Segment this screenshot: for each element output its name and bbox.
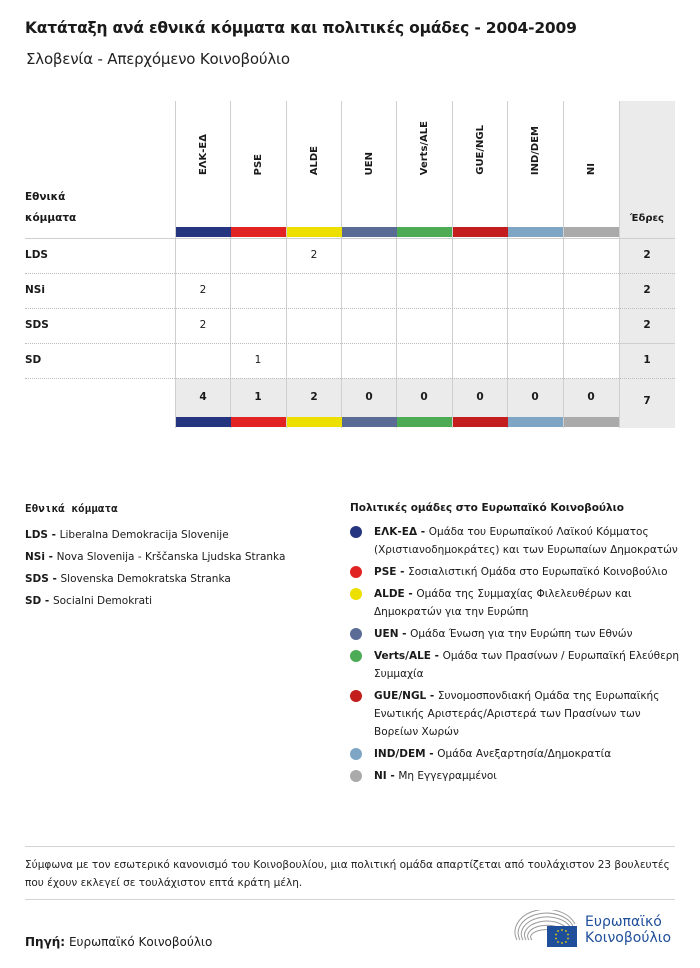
- party-name: Socialni Demokrati: [52, 595, 153, 607]
- party-name: Liberalna Demokracija Slovenije: [59, 529, 229, 541]
- source-label: Πηγή:: [25, 935, 66, 949]
- footnote: Σύμφωνα με τον εσωτερικό κανονισμό του Κοινοβουλίου, μια πολιτική ομάδα απαρτίζεται από τουλάχιστον 23 βουλευτές που έχουν εκλεγεί σε τουλάχιστον επτά κράτη μέλη.: [25, 859, 670, 889]
- group-legend-item: ALDE - Ομάδα της Συμμαχίας Φιλελευθέρων και Δημοκρατών για την Ευρώπη: [350, 585, 680, 621]
- total-cell: 4: [199, 391, 207, 403]
- row-seats: 2: [643, 249, 651, 261]
- table-cell: 2: [310, 249, 318, 261]
- column-header-label: IND/DEM: [529, 125, 541, 175]
- party-abbr: SD: [25, 595, 42, 607]
- group-legend-item: NI - Μη Εγγεγραμμένοι: [350, 767, 680, 785]
- group-abbr: NI: [374, 770, 387, 782]
- group-color-dot-icon: [350, 690, 362, 702]
- group-abbr: ΕΛΚ-ΕΔ: [374, 526, 418, 538]
- national-legend-item: LDS - Liberalna Demokracija Slovenije: [25, 529, 229, 541]
- column-header-verts-ale: [396, 101, 452, 227]
- column-header--: [175, 101, 231, 227]
- political-groups-legend: [350, 502, 680, 789]
- row-seats: 2: [643, 319, 651, 331]
- row-header-line2: κόμματα: [25, 212, 77, 224]
- national-legend-item: NSi - Nova Slovenija - Krščanska Ljudska Stranka: [25, 551, 286, 563]
- european-parliament-logo: [513, 910, 678, 950]
- group-abbr: Verts/ALE: [374, 650, 431, 662]
- party-abbr: SDS: [25, 573, 49, 585]
- row-party-label: NSi: [25, 284, 45, 296]
- column-header-ind-dem: [507, 101, 563, 227]
- group-color-bar: [453, 417, 508, 427]
- row-party-label: SD: [25, 354, 42, 366]
- group-abbr: IND/DEM: [374, 748, 426, 760]
- total-cell: 1: [254, 391, 262, 403]
- group-name: Σοσιαλιστική Ομάδα στο Ευρωπαϊκό Κοινοβούλιο: [408, 566, 668, 578]
- group-color-bar: [342, 227, 397, 237]
- party-name: Nova Slovenija - Krščanska Ljudska Stranka: [56, 551, 286, 563]
- table-cell: 2: [199, 319, 207, 331]
- page-subtitle: Σλοβενία - Απερχόμενο Κοινοβούλιο: [26, 50, 290, 68]
- group-color-bar: [231, 417, 286, 427]
- logo-line2: Κοινοβούλιο: [585, 930, 672, 946]
- total-cell: 0: [365, 391, 373, 403]
- column-header-label: PSE: [252, 153, 264, 175]
- logo-text: [585, 914, 671, 946]
- group-color-bar: [453, 227, 508, 237]
- total-cell: 2: [310, 391, 318, 403]
- row-divider: [25, 238, 675, 239]
- divider: [25, 846, 675, 847]
- group-color-dot-icon: [350, 748, 362, 760]
- group-name: Μη Εγγεγραμμένοι: [398, 770, 497, 782]
- row-divider: [25, 308, 675, 309]
- national-legend-heading: Εθνικά κόμματα: [25, 502, 118, 515]
- group-legend-item: ΕΛΚ-ΕΔ - Ομάδα του Ευρωπαϊκού Λαϊκού Κόμματος (Χριστιανοδημοκράτες) και των Ευρωπαίων Δημοκρατών: [350, 523, 680, 559]
- group-abbr: PSE: [374, 566, 397, 578]
- divider: [25, 899, 675, 900]
- group-color-bar: [342, 417, 397, 427]
- national-legend-item: SDS - Slovenska Demokratska Stranka: [25, 573, 231, 585]
- group-color-dot-icon: [350, 650, 362, 662]
- party-abbr: NSi: [25, 551, 45, 563]
- group-color-dot-icon: [350, 628, 362, 640]
- group-color-bar: [287, 227, 342, 237]
- group-name: Ομάδα Ένωση για την Ευρώπη των Εθνών: [410, 628, 633, 640]
- group-name: Ομάδα Ανεξαρτησία/Δημοκρατία: [437, 748, 612, 760]
- national-legend-item: SD - Socialni Demokrati: [25, 595, 153, 607]
- party-name: Slovenska Demokratska Stranka: [60, 573, 231, 585]
- row-header-line1: Εθνικά: [25, 191, 66, 203]
- seats-header: Έδρες: [630, 213, 664, 224]
- group-color-dot-icon: [350, 770, 362, 782]
- group-legend-item: GUE/NGL - Συνομοσπονδιακή Ομάδα της Ευρωπαϊκής Ενωτικής Αριστεράς/Αριστερά των Πρασίνων των Βορείων Χωρών: [350, 687, 680, 741]
- group-color-bar: [508, 227, 563, 237]
- total-cell: 0: [420, 391, 428, 403]
- column-header-pse: [230, 101, 286, 227]
- national-parties-legend: [25, 502, 285, 612]
- total-cell: 0: [476, 391, 484, 403]
- column-header-label: NI: [585, 162, 597, 175]
- column-header-gue-ngl: [452, 101, 508, 227]
- row-divider: [25, 343, 675, 344]
- group-color-bar: [564, 417, 619, 427]
- row-seats: 2: [643, 284, 651, 296]
- group-color-bar: [508, 417, 563, 427]
- column-header-alde: [286, 101, 342, 227]
- group-color-bar: [397, 417, 452, 427]
- total-seats: 7: [643, 395, 651, 407]
- logo-line1: Ευρωπαϊκό: [585, 914, 662, 930]
- page-title: Κατάταξη ανά εθνικά κόμματα και πολιτικές ομάδες - 2004-2009: [25, 19, 577, 37]
- group-abbr: ALDE: [374, 588, 405, 600]
- groups-legend-heading: Πολιτικές ομάδες στο Ευρωπαϊκό Κοινοβούλιο: [350, 502, 624, 514]
- group-name: Ομάδα του Ευρωπαϊκού Λαϊκού Κόμματος (Χριστιανοδημοκράτες) και των Ευρωπαίων Δημοκρατών: [374, 526, 678, 556]
- source: [25, 935, 212, 949]
- total-cell: 0: [531, 391, 539, 403]
- group-name: Ομάδα της Συμμαχίας Φιλελευθέρων και Δημοκρατών για την Ευρώπη: [374, 588, 632, 618]
- group-legend-item: Verts/ALE - Ομάδα των Πρασίνων / Ευρωπαϊκή Ελεύθερη Συμμαχία: [350, 647, 680, 683]
- group-color-dot-icon: [350, 566, 362, 578]
- hemicycle-icon: [513, 910, 579, 948]
- group-color-bar: [231, 227, 286, 237]
- group-color-bar: [397, 227, 452, 237]
- column-header-label: UEN: [363, 151, 375, 175]
- column-header-label: GUE/NGL: [474, 125, 486, 175]
- group-abbr: UEN: [374, 628, 399, 640]
- row-party-label: LDS: [25, 249, 48, 261]
- group-color-bar: [176, 417, 231, 427]
- group-color-dot-icon: [350, 526, 362, 538]
- group-name: Ομάδα των Πρασίνων / Ευρωπαϊκή Ελεύθερη Συμμαχία: [374, 650, 680, 680]
- group-color-bar: [564, 227, 619, 237]
- row-divider: [25, 378, 675, 379]
- group-color-bar: [176, 227, 231, 237]
- column-header-label: ΕΛΚ-ΕΔ: [197, 133, 209, 175]
- seat-distribution-table: [25, 101, 675, 428]
- group-color-dot-icon: [350, 588, 362, 600]
- row-divider: [25, 273, 675, 274]
- group-legend-item: IND/DEM - Ομάδα Ανεξαρτησία/Δημοκρατία: [350, 745, 680, 763]
- column-header-uen: [341, 101, 397, 227]
- row-seats: 1: [643, 354, 651, 366]
- column-header-label: ALDE: [308, 145, 320, 175]
- total-cell: 0: [587, 391, 595, 403]
- table-cell: 1: [254, 354, 262, 366]
- source-value: Ευρωπαϊκό Κοινοβούλιο: [68, 935, 213, 949]
- group-legend-item: UEN - Ομάδα Ένωση για την Ευρώπη των Εθνών: [350, 625, 680, 643]
- column-header-ni: [563, 101, 619, 227]
- group-legend-item: PSE - Σοσιαλιστική Ομάδα στο Ευρωπαϊκό Κοινοβούλιο: [350, 563, 680, 581]
- group-name: Συνομοσπονδιακή Ομάδα της Ευρωπαϊκής Ενωτικής Αριστεράς/Αριστερά των Πρασίνων των Βορείων Χωρών: [374, 690, 660, 738]
- party-abbr: LDS: [25, 529, 48, 541]
- group-abbr: GUE/NGL: [374, 690, 427, 702]
- row-header-label: [25, 187, 76, 229]
- group-color-bar: [287, 417, 342, 427]
- column-header-label: Verts/ALE: [418, 120, 430, 175]
- table-cell: 2: [199, 284, 207, 296]
- row-party-label: SDS: [25, 319, 49, 331]
